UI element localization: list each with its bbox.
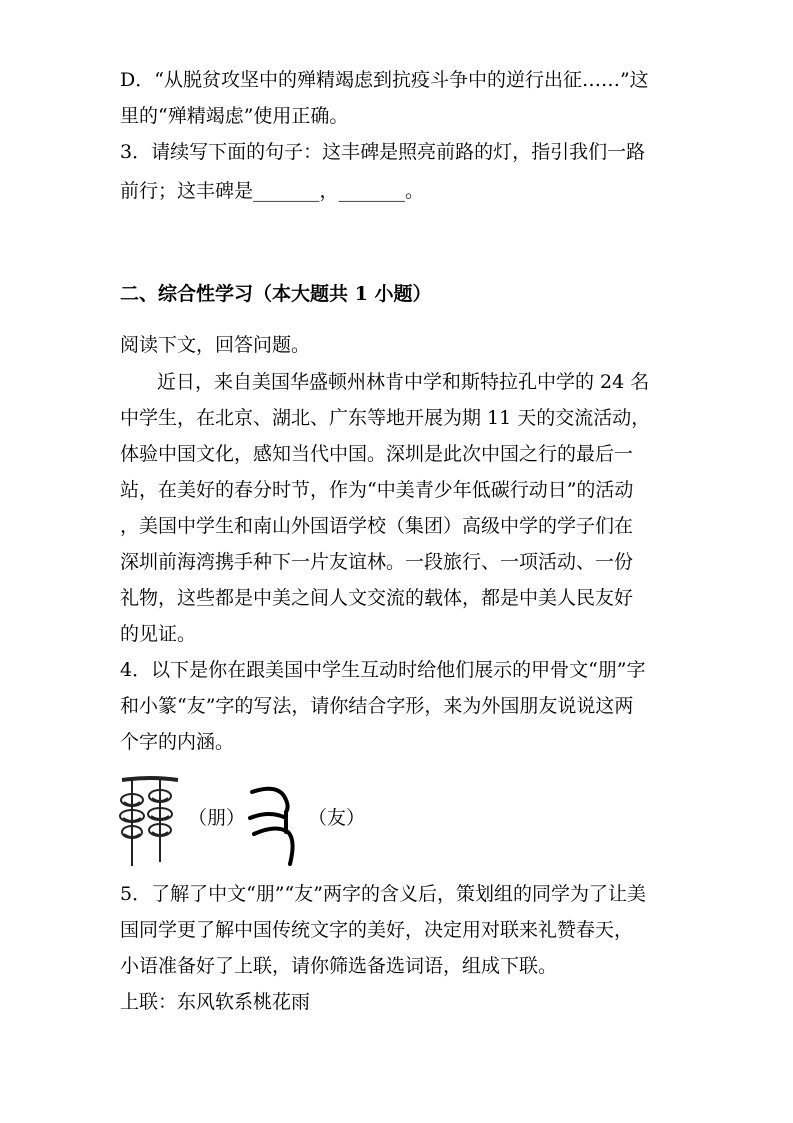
question-5-line-3: 小语准备好了上联，请你筛选备选词语，组成下联。	[120, 955, 558, 977]
character-figure	[118, 774, 378, 870]
reading-instruction: 阅读下文，回答问题。	[120, 334, 311, 356]
you-label: （友）	[308, 807, 366, 829]
question-4-line-2: 和小篆“友”字的写法，请你结合字形，来为外国朋友说说这两	[120, 695, 634, 717]
question-4-line-1: 4．以下是你在跟美国中学生互动时给他们展示的甲骨文“朋”字	[120, 659, 646, 681]
seal-you-glyph-image	[246, 778, 300, 868]
question-3-line-2: 前行；这丰碑是_______，_______。	[120, 180, 425, 202]
oracle-peng-glyph-image	[118, 774, 182, 870]
question-4-line-3: 个字的内涵。	[120, 731, 235, 753]
option-d-line-1: D．“从脱贫攻坚中的殚精竭虑到抗疫斗争中的逆行出征……”这	[120, 69, 649, 91]
passage-line-7: 礼物，这些都是中美之间人文交流的载体，都是中美人民友好	[120, 587, 634, 609]
option-d-line-2: 里的“殚精竭虑”使用正确。	[120, 105, 349, 127]
passage-line-1: 近日，来自美国华盛顿州林肯中学和斯特拉孔中学的 24 名	[157, 371, 650, 393]
passage-line-4: 站，在美好的春分时节，作为“中美青少年低碳行动日”的活动	[120, 479, 634, 501]
passage-line-3: 体验中国文化，感知当代中国。深圳是此次中国之行的最后一	[120, 443, 634, 465]
question-5-line-2: 国同学更了解中国传统文字的美好，决定用对联来礼赞春天，	[120, 919, 634, 941]
passage-line-6: 深圳前海湾携手种下一片友谊林。一段旅行、一项活动、一份	[120, 551, 634, 573]
passage-line-2: 中学生，在北京、湖北、广东等地开展为期 11 天的交流活动，	[120, 407, 651, 429]
section-title: 二、综合性学习（本大题共 1 小题）	[120, 283, 432, 305]
question-5-line-1: 5．了解了中文“朋”“友”两字的含义后，策划组的同学为了让美	[120, 883, 646, 905]
peng-label: （朋）	[188, 807, 246, 829]
passage-line-8: 的见证。	[120, 623, 197, 645]
first-couplet-line: 上联：东风软系桃花雨	[120, 991, 311, 1013]
passage-line-5: ，美国中学生和南山外国语学校（集团）高级中学的学子们在	[120, 515, 634, 537]
question-3-line-1: 3．请续写下面的句子：这丰碑是照亮前路的灯，指引我们一路	[120, 141, 646, 163]
